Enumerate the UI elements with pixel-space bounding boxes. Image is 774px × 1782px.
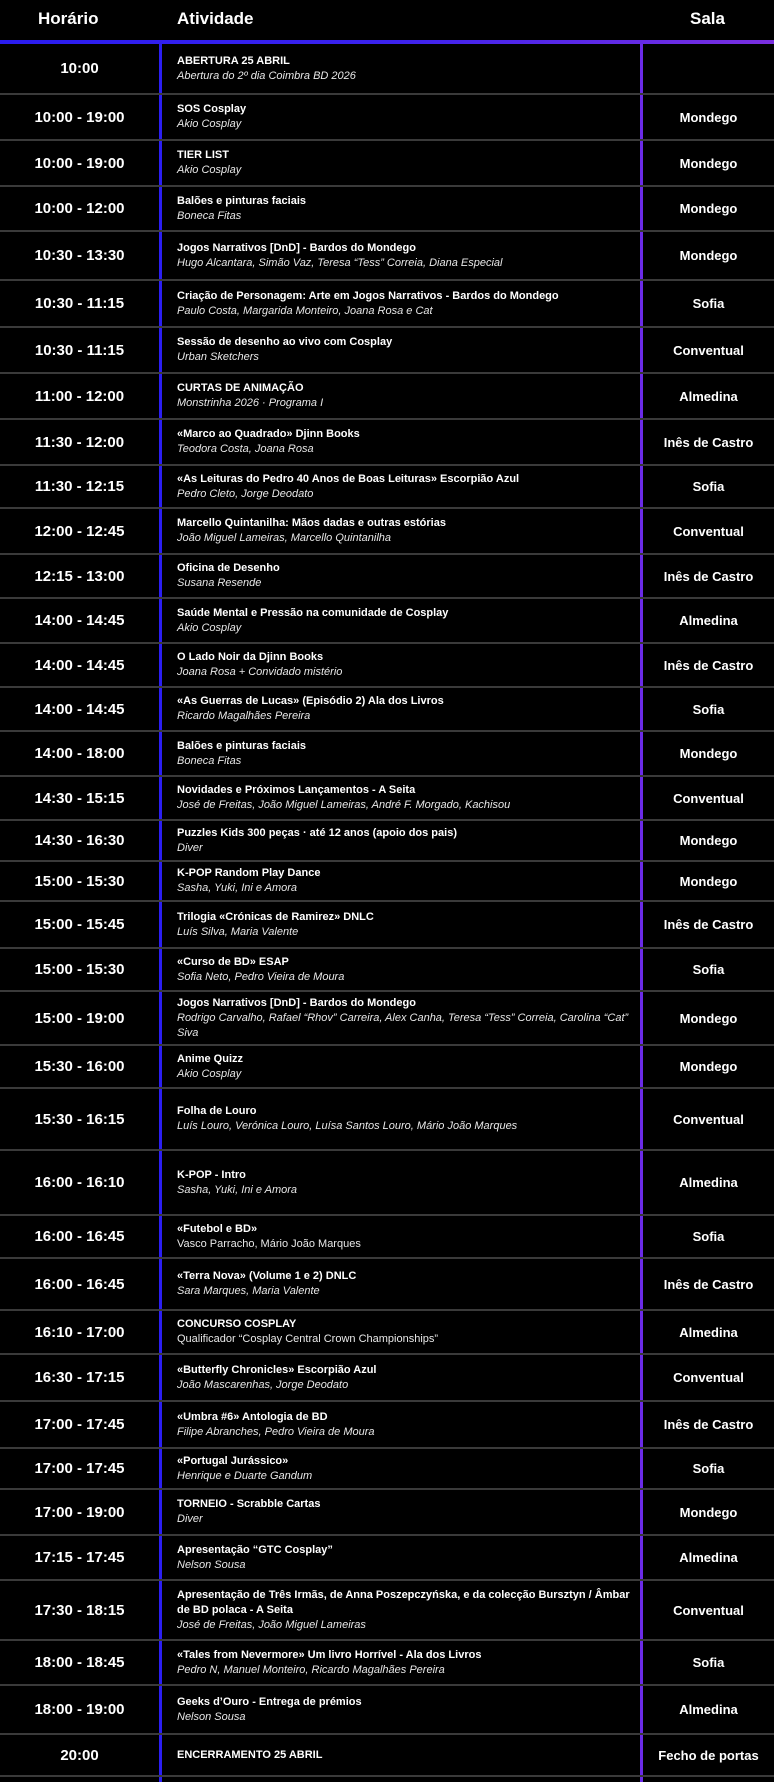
time-cell: 15:30 - 16:00	[34, 1058, 125, 1075]
activity-cell	[177, 1686, 632, 1733]
schedule-row	[0, 949, 774, 992]
time-cell: 11:30 - 12:15	[34, 478, 125, 495]
activity-cell	[177, 821, 632, 860]
activity-participants: José de Freitas, João Miguel Lameiras	[177, 1618, 366, 1631]
room-column-header: Sala	[690, 9, 725, 28]
activity-title: TORNEIO - Scrabble Cartas	[177, 1498, 321, 1510]
time-cell: 18:00 - 18:45	[34, 1654, 125, 1671]
room-cell: Inês de Castro	[663, 1417, 754, 1432]
activity-title: Folha de Louro	[177, 1105, 257, 1117]
time-cell: 17:00 - 19:00	[34, 1503, 125, 1521]
activity-title: TIER LIST	[177, 149, 229, 161]
schedule-row	[0, 777, 774, 821]
schedule-row	[0, 1089, 774, 1151]
room-cell: Sofia	[692, 701, 725, 717]
activity-participants: Luís Silva, Maria Valente	[177, 925, 299, 938]
schedule-row	[0, 374, 774, 420]
activity-title: Apresentação “GTC Cosplay”	[177, 1543, 333, 1556]
activity-title: Criação de Personagem: Arte em Jogos Narrativos - Bardos do Mondego	[177, 289, 559, 302]
schedule-row	[0, 1046, 774, 1089]
activity-participants: Filipe Abranches, Pedro Vieira de Moura	[177, 1425, 375, 1438]
room-cell: Conventual	[673, 523, 744, 539]
schedule-row	[0, 509, 774, 555]
schedule-row	[0, 232, 774, 281]
activity-title: ABERTURA 25 ABRIL	[177, 54, 290, 67]
time-cell: 10:00 - 12:00	[34, 200, 125, 217]
time-cell: 10:30 - 11:15	[34, 295, 125, 312]
activity-cell	[177, 232, 632, 279]
time-cell: 15:00 - 15:30	[34, 872, 125, 890]
activity-cell	[177, 1449, 632, 1488]
activity-title: Puzzles Kids 300 peças · até 12 anos (apoio dos pais)	[177, 826, 457, 839]
activity-cell	[177, 466, 632, 507]
room-cell: Conventual	[673, 342, 744, 358]
time-cell: 10:00 - 19:00	[34, 108, 125, 126]
time-cell: 17:30 - 18:15	[34, 1601, 125, 1619]
time-cell: 14:30 - 16:30	[34, 832, 125, 849]
activity-cell	[177, 95, 632, 139]
time-cell: 12:15 - 13:00	[34, 567, 125, 585]
activity-participants: Luís Louro, Verónica Louro, Luísa Santos Louro, Mário João Marques	[177, 1120, 518, 1132]
schedule-row	[0, 732, 774, 777]
schedule-row	[0, 44, 774, 95]
time-cell: 16:10 - 17:00	[34, 1323, 125, 1341]
room-cell: Mondego	[679, 248, 738, 263]
time-cell: 16:00 - 16:45	[34, 1275, 125, 1293]
activity-participants: Sasha, Yuki, Ini e Amora	[177, 1183, 298, 1196]
schedule-row	[0, 95, 774, 141]
activity-participants: João Mascarenhas, Jorge Deodato	[177, 1378, 349, 1391]
activity-participants: João Miguel Lameiras, Marcello Quintanilha	[177, 532, 391, 544]
room-cell: Almedina	[679, 613, 738, 628]
activity-participants: Pedro N, Manuel Monteiro, Ricardo Magalhães Pereira	[177, 1663, 445, 1676]
time-cell: 16:30 - 17:15	[34, 1369, 125, 1386]
time-cell: 16:00 - 16:10	[34, 1174, 125, 1191]
activity-title: ENCERRAMENTO 25 ABRIL	[177, 1748, 323, 1761]
activity-title: «Terra Nova» (Volume 1 e 2) DNLC	[177, 1270, 357, 1282]
activity-title: Jogos Narrativos [DnD] - Bardos do Mondego	[177, 241, 416, 254]
schedule-header	[0, 0, 774, 42]
activity-participants: Ricardo Magalhães Pereira	[177, 710, 311, 722]
room-cell: Fecho de portas	[658, 1747, 759, 1763]
activity-cell	[177, 1259, 632, 1309]
activity-title: «Umbra #6» Antologia de BD	[177, 1410, 328, 1423]
activity-title: Jogos Narrativos [DnD] - Bardos do Mondego	[177, 996, 416, 1009]
time-cell: 17:00 - 17:45	[34, 1416, 125, 1433]
room-cell: Sofia	[692, 1229, 725, 1244]
activity-participants: Joana Rosa + Convidado mistério	[177, 666, 343, 678]
activity-participants: Susana Resende	[177, 577, 262, 589]
activity-title: O Lado Noir da Djinn Books	[177, 651, 324, 663]
room-cell: Almedina	[679, 1550, 738, 1565]
schedule-row	[0, 1641, 774, 1686]
activity-title: Sessão de desenho ao vivo com Cosplay	[177, 336, 393, 348]
activity-participants: Monstrinha 2026 · Programa I	[177, 397, 324, 409]
activity-participants: Boneca Fitas	[177, 754, 242, 767]
time-cell: 15:00 - 19:00	[34, 1009, 125, 1027]
activity-participants: Boneca Fitas	[177, 209, 242, 222]
activity-participants: Akio Cosplay	[177, 1067, 242, 1080]
activity-title: CONCURSO COSPLAY	[177, 1318, 297, 1330]
schedule-row	[0, 1536, 774, 1581]
activity-title: «Butterfly Chronicles» Escorpião Azul	[177, 1363, 377, 1376]
activity-participants: Henrique e Duarte Gandum	[177, 1469, 313, 1482]
schedule-row	[0, 1735, 774, 1777]
activity-title: Oficina de Desenho	[177, 562, 280, 574]
schedule-row	[0, 1686, 774, 1735]
activity-cell	[177, 777, 632, 819]
time-cell: 18:00 - 19:00	[34, 1701, 125, 1718]
schedule-row	[0, 1581, 774, 1641]
time-cell: 10:00 - 19:00	[34, 154, 125, 172]
time-cell: 15:00 - 15:30	[34, 961, 125, 978]
activity-participants: Akio Cosplay	[177, 621, 242, 634]
activity-participants: Sara Marques, Maria Valente	[177, 1285, 320, 1297]
activity-cell	[177, 509, 632, 553]
activity-cell	[177, 992, 632, 1044]
activity-cell	[177, 141, 632, 185]
room-cell: Mondego	[679, 155, 738, 171]
time-cell: 12:00 - 12:45	[34, 522, 125, 540]
activity-title: Saúde Mental e Pressão na comunidade de Cosplay	[177, 606, 449, 619]
room-cell: Conventual	[673, 1370, 744, 1385]
activity-title: «As Guerras de Lucas» (Episódio 2) Ala dos Livros	[177, 695, 444, 707]
schedule-row	[0, 821, 774, 862]
room-cell: Mondego	[679, 746, 738, 761]
activity-participants: Akio Cosplay	[177, 118, 242, 130]
activity-title: Apresentação de Três Irmãs, de Anna Poszepczyńska, e da colecção Bursztyn / Âmbar de BD polaca - A Seita	[177, 1588, 630, 1616]
room-cell: Mondego	[679, 833, 738, 848]
activity-participants: Nelson Sousa	[177, 1558, 246, 1571]
room-cell: Mondego	[679, 1504, 738, 1520]
activity-cell	[177, 644, 632, 686]
activity-participants: Nelson Sousa	[177, 1710, 246, 1723]
schedule-row	[0, 555, 774, 599]
schedule-row	[0, 688, 774, 732]
activity-cell	[177, 1581, 632, 1639]
time-cell: 14:00 - 14:45	[34, 700, 125, 718]
schedule-row	[0, 1259, 774, 1311]
room-cell: Inês de Castro	[663, 568, 754, 584]
time-cell: 10:30 - 11:15	[34, 341, 125, 359]
activity-participants: Pedro Cleto, Jorge Deodato	[177, 487, 314, 500]
activity-participants: Diver	[177, 841, 203, 854]
activity-participants: Teodora Costa, Joana Rosa	[177, 443, 314, 455]
room-cell: Mondego	[679, 109, 738, 125]
schedule-row	[0, 862, 774, 902]
time-cell: 14:30 - 15:15	[34, 789, 125, 807]
activity-participants: Rodrigo Carvalho, Rafael “Rhov” Carreira, Alex Canha, Teresa “Tess” Correia, Carolina “Cat” Siva	[177, 1011, 629, 1039]
room-cell: Almedina	[679, 1324, 738, 1340]
activity-cell	[177, 1490, 632, 1534]
activity-title: «As Leituras do Pedro 40 Anos de Boas Leituras» Escorpião Azul	[177, 472, 520, 485]
time-cell: 14:00 - 14:45	[34, 612, 125, 629]
time-cell: 17:15 - 17:45	[34, 1549, 125, 1566]
time-cell: 15:00 - 15:45	[34, 916, 125, 933]
activity-cell	[177, 187, 632, 230]
activity-cell	[177, 1151, 632, 1214]
time-cell: 14:00 - 18:00	[34, 745, 125, 762]
activity-cell	[177, 688, 632, 730]
activity-cell	[177, 374, 632, 418]
schedule-row	[0, 902, 774, 949]
activity-cell	[177, 732, 632, 775]
activity-cell	[177, 949, 632, 990]
activity-cell	[177, 44, 632, 93]
activity-cell	[177, 1355, 632, 1400]
activity-participants: Sasha, Yuki, Ini e Amora	[177, 882, 298, 894]
schedule-row	[0, 1311, 774, 1355]
activity-cell	[177, 862, 632, 900]
activity-participants: Diver	[177, 1513, 203, 1525]
activity-participants: Vasco Parracho, Mário João Marques	[177, 1237, 361, 1250]
schedule-row	[0, 1151, 774, 1216]
room-cell: Inês de Castro	[663, 657, 754, 673]
activity-participants: Urban Sketchers	[177, 351, 259, 363]
room-cell: Sofia	[692, 479, 725, 494]
room-cell: Sofia	[692, 1655, 725, 1670]
activity-participants: Hugo Alcantara, Simão Vaz, Teresa “Tess” Correia, Diana Especial	[177, 256, 503, 269]
schedule-row	[0, 328, 774, 374]
room-cell: Inês de Castro	[663, 434, 754, 450]
activity-title: «Curso de BD» ESAP	[177, 955, 289, 968]
room-cell: Inês de Castro	[663, 917, 754, 932]
activity-cell	[177, 555, 632, 597]
activity-participants: José de Freitas, João Miguel Lameiras, André F. Morgado, Kachisou	[177, 799, 511, 811]
activity-participants: Qualificador “Cosplay Central Crown Championships”	[177, 1333, 439, 1345]
activity-cell	[177, 902, 632, 947]
activity-title: Anime Quizz	[177, 1052, 244, 1065]
time-cell: 20:00	[60, 1746, 99, 1764]
schedule-row	[0, 281, 774, 328]
activity-cell	[177, 420, 632, 464]
activity-title: Balões e pinturas faciais	[177, 194, 306, 207]
room-cell: Sofia	[692, 296, 725, 311]
room-cell: Almedina	[679, 1702, 738, 1717]
room-cell: Sofia	[692, 1461, 725, 1476]
activity-title: «Marco ao Quadrado» Djinn Books	[177, 428, 360, 440]
room-cell: Almedina	[679, 388, 738, 404]
schedule-row	[0, 141, 774, 187]
schedule-row	[0, 1355, 774, 1402]
activity-title: Novidades e Próximos Lançamentos - A Seita	[177, 784, 416, 796]
time-cell: 14:00 - 14:45	[34, 656, 125, 674]
schedule-row	[0, 1402, 774, 1449]
activity-title: SOS Cosplay	[177, 103, 247, 115]
activity-cell	[177, 599, 632, 642]
activity-title: Geeks d’Ouro - Entrega de prémios	[177, 1695, 362, 1708]
activity-title: CURTAS DE ANIMAÇÃO	[177, 382, 304, 394]
activity-cell	[177, 1216, 632, 1257]
activity-cell	[177, 1311, 632, 1353]
time-cell: 16:00 - 16:45	[34, 1228, 125, 1245]
activity-participants: Sofia Neto, Pedro Vieira de Moura	[177, 970, 345, 983]
room-cell: Mondego	[679, 1010, 738, 1026]
activity-title: Marcello Quintanilha: Mãos dadas e outras estórias	[177, 517, 446, 529]
room-cell	[643, 44, 774, 93]
room-cell: Mondego	[679, 1059, 738, 1074]
time-cell: 15:30 - 16:15	[34, 1110, 125, 1128]
room-cell: Conventual	[673, 790, 744, 806]
schedule-row	[0, 466, 774, 509]
room-cell: Almedina	[679, 1175, 738, 1190]
room-cell: Mondego	[679, 873, 738, 889]
activity-title: Balões e pinturas faciais	[177, 739, 306, 752]
time-cell: 10:30 - 13:30	[34, 247, 125, 264]
room-cell: Sofia	[692, 962, 725, 977]
schedule-row	[0, 644, 774, 688]
schedule-row	[0, 420, 774, 466]
activity-cell	[177, 328, 632, 372]
activity-participants: Akio Cosplay	[177, 164, 242, 176]
room-cell: Mondego	[679, 201, 738, 216]
activity-cell	[177, 1402, 632, 1447]
activity-cell	[177, 1536, 632, 1579]
activity-title: «Portugal Jurássico»	[177, 1454, 289, 1467]
activity-column-header: Atividade	[177, 9, 254, 28]
activity-participants: Paulo Costa, Margarida Monteiro, Joana Rosa e Cat	[177, 304, 433, 317]
schedule-row	[0, 599, 774, 644]
activity-cell	[177, 1735, 632, 1775]
schedule-row	[0, 1449, 774, 1490]
schedule-row	[0, 992, 774, 1046]
time-cell: 17:00 - 17:45	[34, 1460, 125, 1477]
schedule-row	[0, 187, 774, 232]
activity-cell	[177, 1641, 632, 1684]
activity-title: K-POP Random Play Dance	[177, 867, 321, 879]
room-cell: Inês de Castro	[663, 1276, 754, 1292]
time-cell: 11:30 - 12:00	[34, 433, 125, 451]
room-cell: Conventual	[673, 1111, 744, 1127]
activity-cell	[177, 1046, 632, 1087]
activity-title: K-POP - Intro	[177, 1168, 246, 1181]
activity-cell	[177, 1089, 632, 1149]
time-cell: 11:00 - 12:00	[34, 387, 125, 405]
activity-participants: Abertura do 2º dia Coimbra BD 2026	[177, 69, 356, 82]
time-column-header: Horário	[38, 9, 99, 28]
activity-title: Trilogia «Crónicas de Ramirez» DNLC	[177, 910, 374, 923]
activity-cell	[177, 281, 632, 326]
schedule-row	[0, 1490, 774, 1536]
room-cell: Conventual	[673, 1602, 744, 1618]
activity-title: «Futebol e BD»	[177, 1222, 258, 1235]
time-cell: 10:00	[60, 60, 99, 77]
schedule-row	[0, 1216, 774, 1259]
activity-title: «Tales from Nevermore» Um livro Horrível - Ala dos Livros	[177, 1648, 482, 1661]
